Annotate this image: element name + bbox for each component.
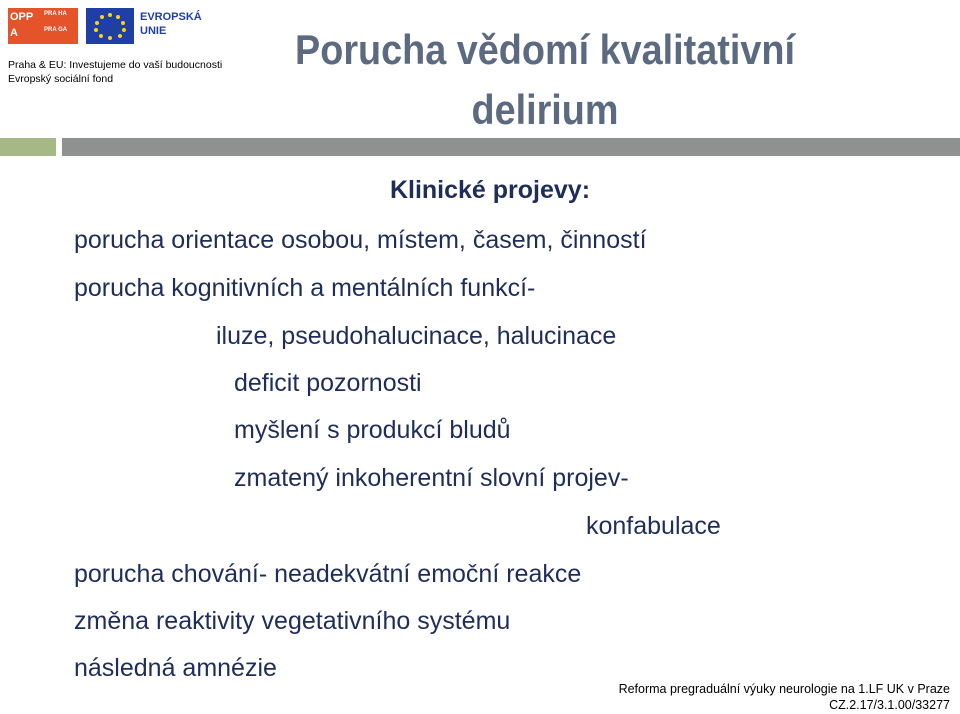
logo-opp-small-2: PRA GA [44,27,68,33]
list-item: porucha kognitivních a mentálních funkcí- [74,274,536,302]
slide-title-line-1: Porucha vědomí kvalitativní [295,26,795,73]
list-item: konfabulace [586,512,721,540]
logo-opp [8,8,78,44]
header-tagline [8,58,222,86]
eu-label-line-1: EVROPSKÁ [140,11,202,23]
title-bar-accent [0,138,56,156]
tagline-line-2: Evropský sociální fond [8,73,114,85]
slide-title-line-2: delirium [471,86,619,133]
logo-opp-text-2: A [10,27,18,39]
list-item: porucha orientace osobou, místem, časem, činností [74,226,647,254]
logo-opp-text-1: OPP [10,11,34,23]
eu-label-line-2: UNIE [140,25,167,37]
list-item: následná amnézie [74,654,277,682]
footer-line-2: CZ.2.17/3.1.00/33277 [829,698,950,712]
logo-opp-small-1: PRA HA [44,11,67,17]
list-item: iluze, pseudohalucinace, halucinace [216,322,617,350]
list-item: porucha chování- neadekvátní emoční reakce [74,560,582,588]
slide-title [235,20,856,140]
tagline-line-1: Praha & EU: Investujeme do vaší budoucnosti [8,59,223,71]
slide-subtitle: Klinické projevy: [389,176,591,204]
eu-label [140,10,202,38]
list-item: deficit pozornosti [234,369,422,397]
eu-flag-icon [86,8,134,44]
list-item: myšlení s produkcí bludů [234,416,511,444]
list-item: zmatený inkoherentní slovní projev- [234,464,629,492]
list-item: změna reaktivity vegetativního systému [74,607,511,635]
title-bar [62,138,960,156]
footer-line-1: Reforma pregraduální výuky neurologie na 1.LF UK v Praze [618,682,950,696]
